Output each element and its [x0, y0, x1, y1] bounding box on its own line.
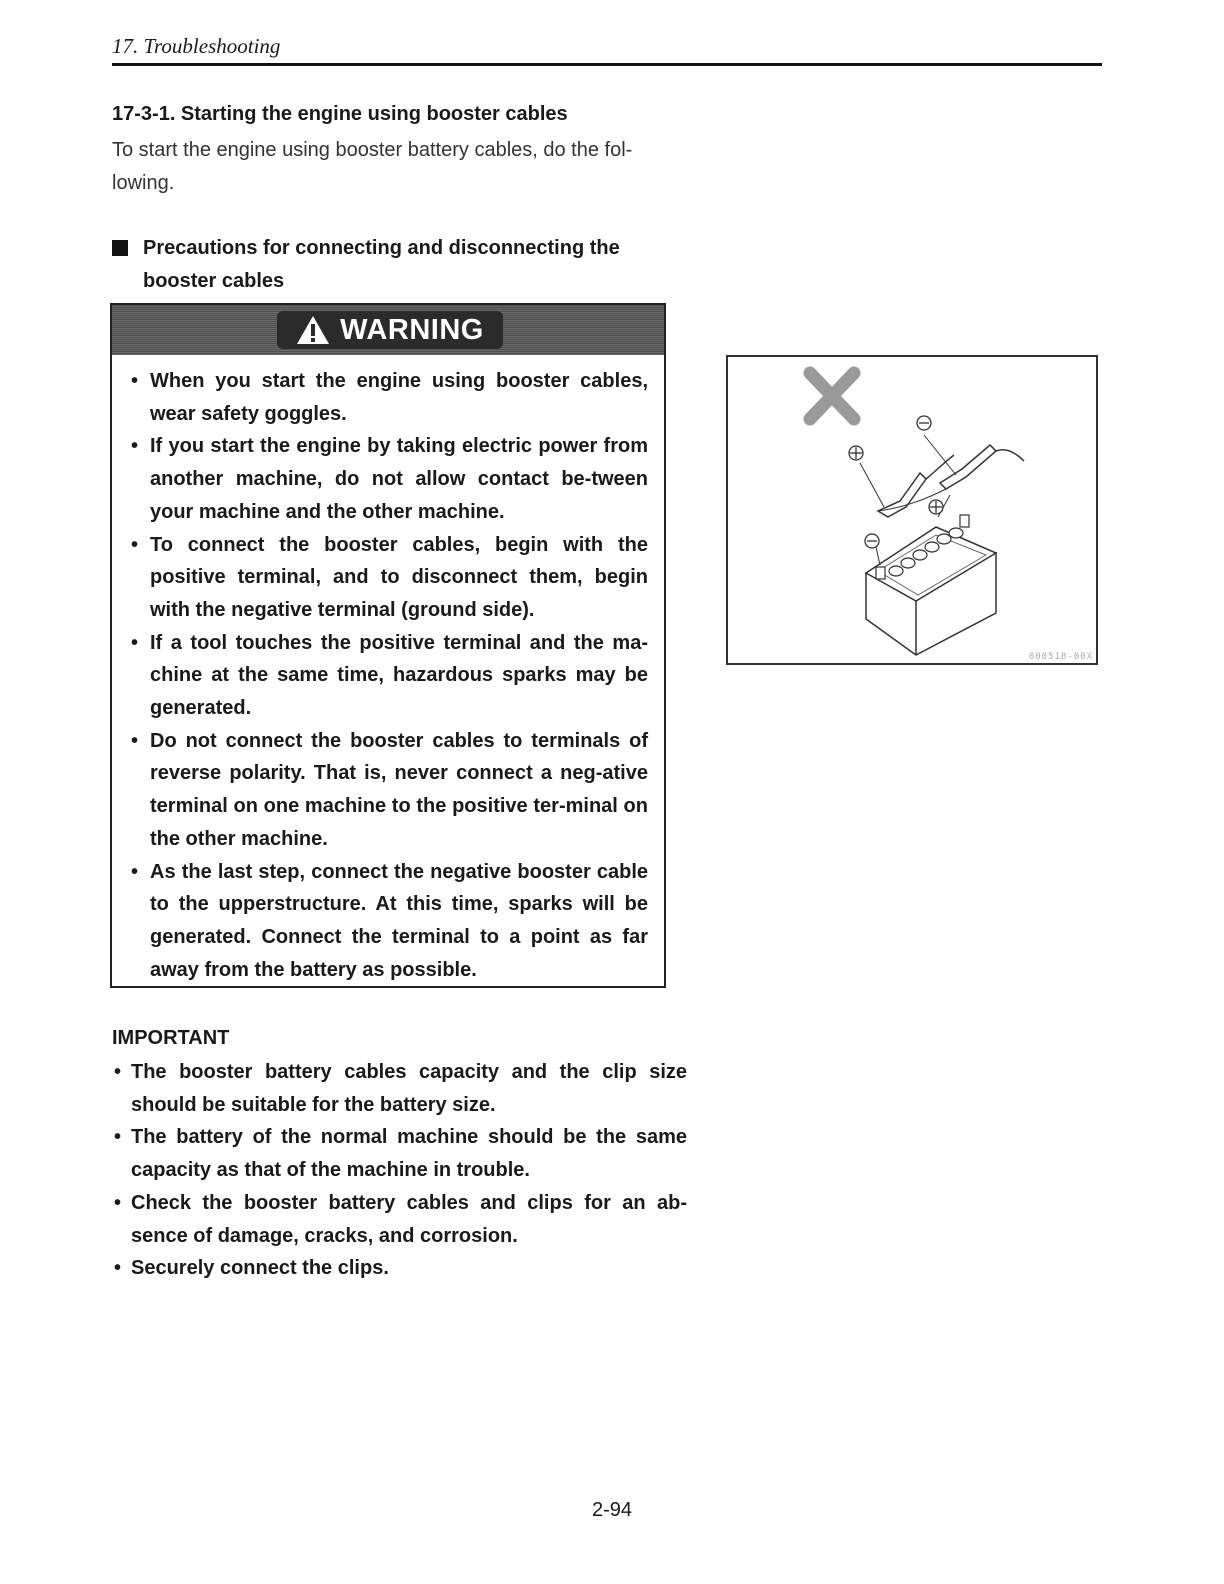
battery-figure	[726, 355, 1098, 665]
square-bullet-icon	[112, 240, 128, 256]
important-item: • The battery of the normal machine should be the same capacity as that of the machine in trouble.	[131, 1121, 687, 1186]
prohibited-x-icon	[810, 373, 854, 419]
important-item: • Check the booster battery cables and clips for an ab-sence of damage, cracks, and corrosion.	[131, 1187, 687, 1252]
warning-item: • When you start the engine using booster cables, wear safety goggles.	[150, 365, 648, 430]
important-list	[112, 1056, 687, 1285]
page-number: 2-94	[591, 1499, 633, 1521]
section-title: 17-3-1. Starting the engine using booster cables	[112, 103, 568, 125]
battery-illustration	[728, 357, 1096, 663]
figure-code: 000518-00X	[1028, 652, 1093, 662]
important-title: IMPORTANT	[112, 1027, 230, 1049]
warning-list	[112, 355, 664, 986]
precautions-heading	[112, 232, 672, 298]
battery-icon	[866, 515, 996, 655]
important-item: • The booster battery cables capacity and the clip size should be suitable for the battery size.	[131, 1056, 687, 1121]
warning-box	[110, 303, 666, 988]
warning-item: • If you start the engine by taking electric power from another machine, do not allow contact be-tween your machine and the other machine.	[150, 430, 648, 528]
warning-banner	[112, 305, 664, 355]
warning-item: • As the last step, connect the negative booster cable to the upperstructure. At this time, sparks will be generated. Connect the terminal to a point as far away from the battery as possible.	[150, 856, 648, 987]
clamp-icon	[878, 445, 1024, 517]
warning-label	[277, 311, 503, 349]
important-item: • Securely connect the clips.	[131, 1252, 687, 1285]
intro-paragraph: To start the engine using booster battery cables, do the fol-lowing.	[112, 139, 633, 194]
warning-label-text: WARNING	[340, 313, 484, 346]
warning-item: • If a tool touches the positive terminal and the ma-chine at the same time, hazardous sparks may be generated.	[150, 627, 648, 725]
warning-item: • To connect the booster cables, begin with the positive terminal, and to disconnect them, begin with the negative terminal (ground side).	[150, 529, 648, 627]
warning-item: • Do not connect the booster cables to terminals of reverse polarity. That is, never connect a neg-ative terminal on one machine to the positive ter-minal on the other machine.	[150, 725, 648, 856]
warning-triangle-icon	[296, 315, 330, 345]
precautions-heading-text: Precautions for connecting and disconnecting the booster cables	[143, 237, 620, 292]
running-header: 17. Troubleshooting	[112, 34, 1102, 66]
